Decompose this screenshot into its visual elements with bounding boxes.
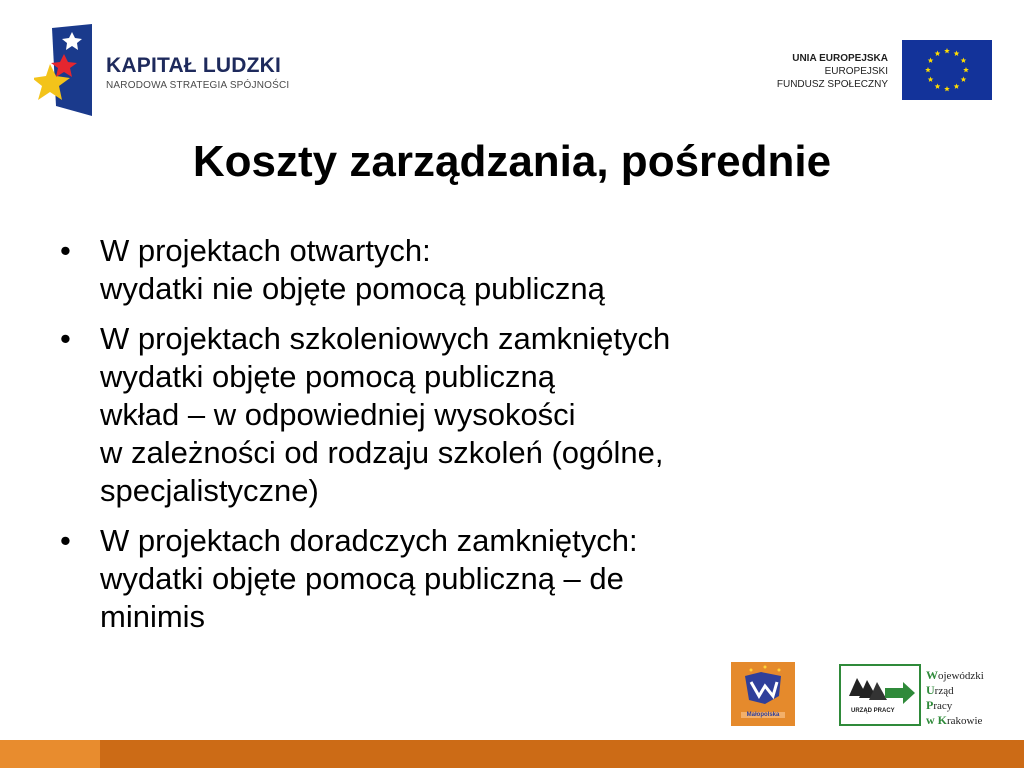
bullet-line: wydatki objęte pomocą publiczną xyxy=(100,359,555,394)
eu-line-1: UNIA EUROPEJSKA xyxy=(792,53,888,64)
eu-star-icon xyxy=(935,51,941,56)
kapital-ludzki-subtitle: NARODOWA STRATEGIA SPÓJNOŚCI xyxy=(106,80,290,91)
bottom-bar-accent xyxy=(0,740,100,768)
wup-rest: rakowie xyxy=(947,715,983,727)
eu-star-icon xyxy=(928,77,934,82)
wup-initial: P xyxy=(926,698,934,712)
eu-star-icon xyxy=(961,58,967,63)
eu-line-3: FUNDUSZ SPOŁECZNY xyxy=(776,79,888,90)
bottom-bar xyxy=(0,740,1024,768)
page-title: Koszty zarządzania, pośrednie xyxy=(192,137,832,186)
eu-star-icon xyxy=(925,67,931,72)
bullet-line: minimis xyxy=(100,599,206,634)
wup-rest: racy xyxy=(933,700,953,712)
kapital-ludzki-emblem-icon xyxy=(34,24,92,116)
bullet-line: w zależności od rodzaju szkoleń (ogólne, xyxy=(100,435,664,470)
wup-initial: W xyxy=(926,668,938,682)
kapital-ludzki-logo xyxy=(30,24,320,120)
wup-initial: U xyxy=(926,683,935,697)
eu-text-block xyxy=(777,52,888,91)
eu-star-icon xyxy=(954,83,960,88)
eu-star-icon xyxy=(928,58,934,63)
wup-text-block xyxy=(926,668,984,728)
eu-flag-icon xyxy=(902,40,992,100)
wup-rest: rząd xyxy=(934,685,954,697)
wup-initial: w K xyxy=(926,713,947,727)
wup-logo xyxy=(839,664,921,726)
wup-emblem-icon xyxy=(841,666,919,724)
kapital-ludzki-title: KAPITAŁ LUDZKI xyxy=(106,54,282,77)
bullet-dot: • xyxy=(60,523,71,558)
bullet-item xyxy=(58,320,938,510)
wup-badge-label: URZĄD PRACY xyxy=(851,708,895,714)
eu-line-2: EUROPEJSKI xyxy=(824,66,888,77)
eu-star-icon xyxy=(961,77,967,82)
bullet-line: specjalistyczne) xyxy=(100,473,319,508)
wup-rest: ojewódzki xyxy=(938,670,984,682)
bullet-line: wydatki nie objęte pomocą publiczną xyxy=(100,271,605,306)
bullet-list xyxy=(58,232,938,648)
bullet-line: wydatki objęte pomocą publiczną – de xyxy=(100,561,624,596)
bullet-line: W projektach otwartych: xyxy=(100,233,431,268)
bullet-item xyxy=(58,232,938,308)
eu-star-icon xyxy=(954,51,960,56)
eu-star-icon xyxy=(963,67,969,72)
malopolska-label: Małopolska xyxy=(746,712,780,718)
malopolska-logo xyxy=(731,662,795,726)
bullet-item xyxy=(58,522,938,636)
bullet-line: W projektach doradczych zamkniętych: xyxy=(100,523,638,558)
bullet-dot: • xyxy=(60,321,71,356)
eu-star-icon xyxy=(935,83,941,88)
bullet-line: W projektach szkoleniowych zamkniętych xyxy=(100,321,671,356)
bullet-dot: • xyxy=(60,233,71,268)
eu-star-icon xyxy=(944,86,950,91)
eu-star-icon xyxy=(944,48,950,53)
bullet-line: wkład – w odpowiedniej wysokości xyxy=(100,397,576,432)
